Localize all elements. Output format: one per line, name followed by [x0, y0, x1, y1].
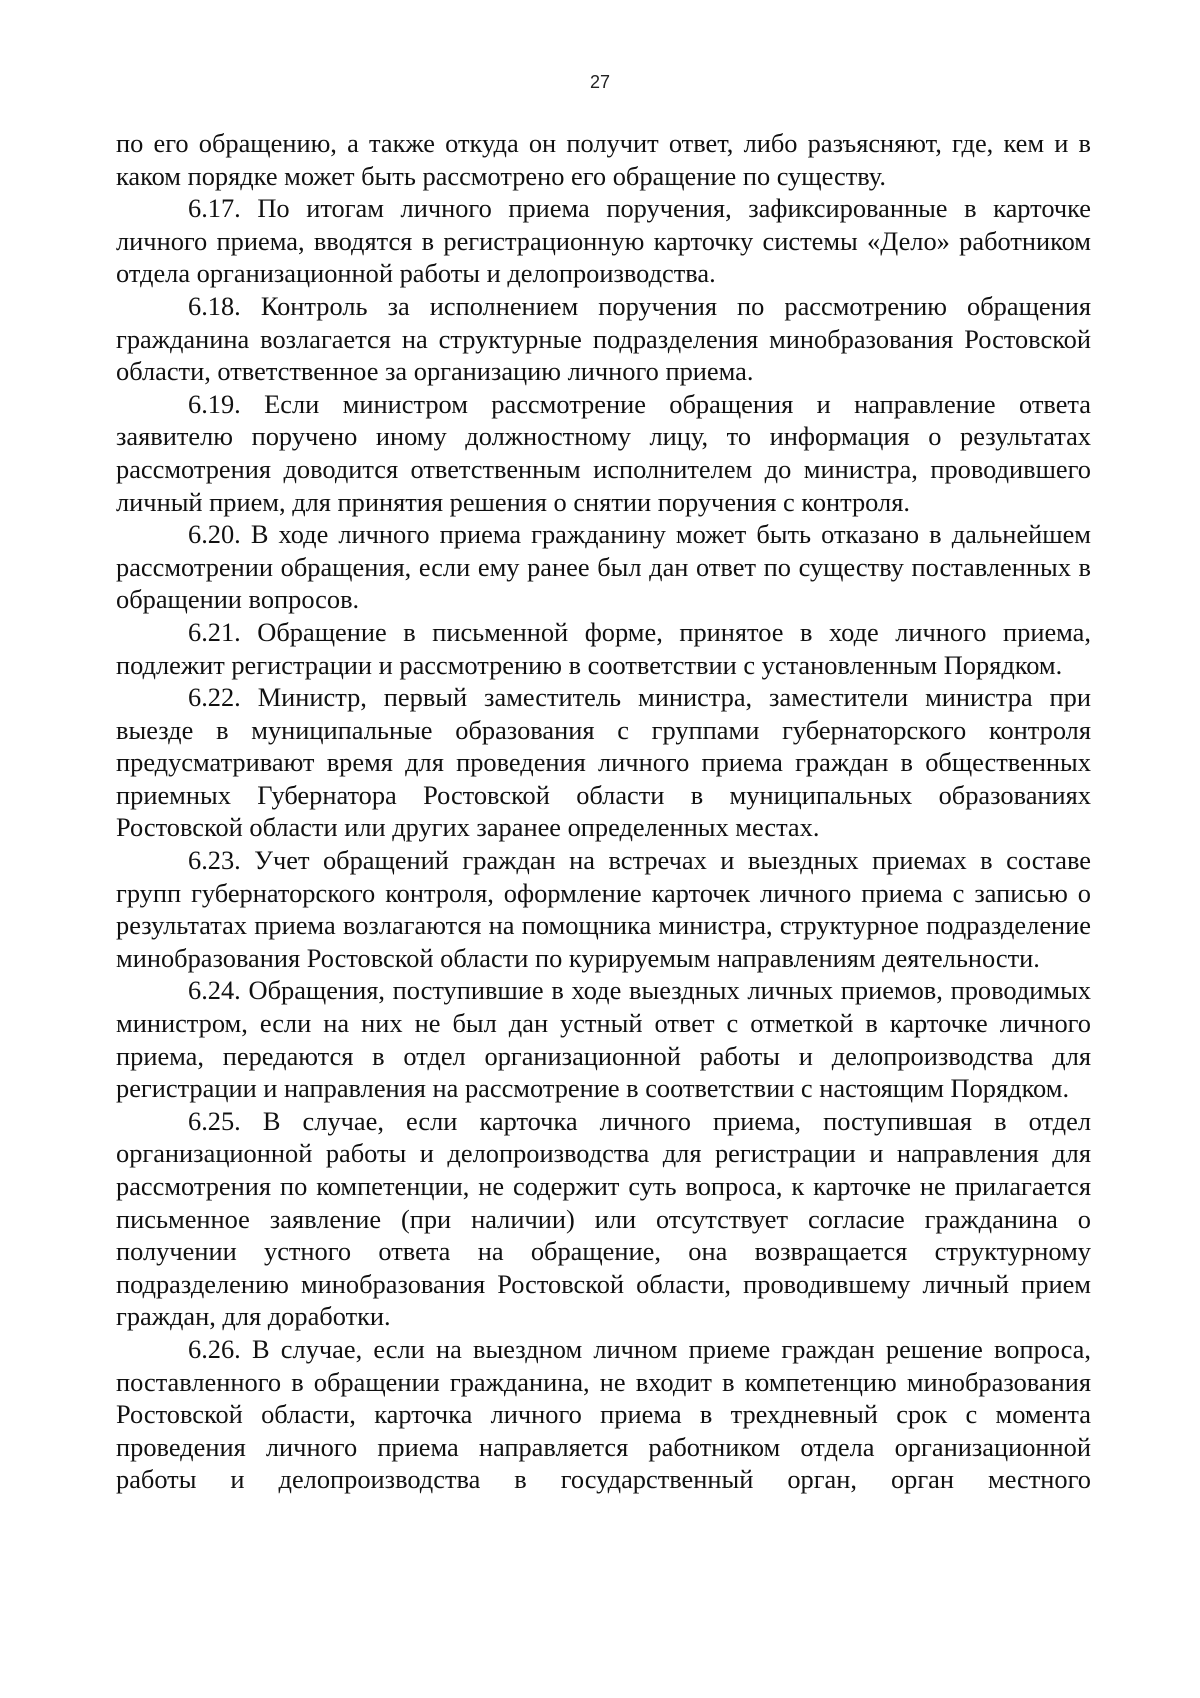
paragraph-6-23: 6.23. Учет обращений граждан на встречах и выездных приемах в составе групп губернаторского контроля, оформление карточек личного приема с записью о результатах приема возлагаются на помощника министра, структурное подразделение минобразования Ростовской области по курируемым направлениям деятельности. — [116, 845, 1091, 973]
paragraph-6-17: 6.17. По итогам личного приема поручения, зафиксированные в карточке личного приема, вводятся в регистрационную карточку системы «Дело» работником отдела организационной работы и делопроизводства. — [116, 193, 1091, 289]
paragraph-continuation: по его обращению, а также откуда он получит ответ, либо разъясняют, где, кем и в каком порядке может быть рассмотрено его обращение по существу. — [116, 128, 1091, 191]
paragraph-6-19: 6.19. Если министром рассмотрение обращения и направление ответа заявителю поручено иному должностному лицу, то информация о результатах рассмотрения доводится ответственным исполнителем до министра, проводившего личный прием, для принятия решения о снятии поручения с контроля. — [116, 388, 1091, 517]
paragraph-6-22: 6.22. Министр, первый заместитель министра, заместители министра при выезде в муниципальные образования с группами губернаторского контроля предусматривают время для проведения личного приема граждан в общественных приемных Губернатора Ростовской области в муниципальных образованиях Ростовской области или других заранее определенных местах. — [116, 682, 1091, 843]
paragraph-6-26: 6.26. В случае, если на выездном личном приеме граждан решение вопроса, поставленного в обращении гражданина, не входит в компетенцию минобразования Ростовской области, карточка личного приема в трехдневный срок с момента проведения личного приема направляется работником отдела организационной работы и делопроизводства в государственный орган, орган местного — [116, 1333, 1091, 1495]
paragraph-6-18: 6.18. Контроль за исполнением поручения по рассмотрению обращения гражданина возлагается на структурные подразделения минобразования Ростовской области, ответственное за организацию личного приема. — [116, 290, 1091, 387]
page-number: 27 — [589, 72, 611, 92]
paragraph-6-20: 6.20. В ходе личного приема гражданину может быть отказано в дальнейшем рассмотрении обращения, если ему ранее был дан ответ по существу поставленных в обращении вопросов. — [116, 519, 1091, 615]
paragraph-6-21: 6.21. Обращение в письменной форме, принятое в ходе личного приема, подлежит регистрации и рассмотрению в соответствии с установленным Порядком. — [116, 616, 1091, 680]
paragraph-6-24: 6.24. Обращения, поступившие в ходе выездных личных приемов, проводимых министром, если на них не был дан устный ответ с отметкой в карточке личного приема, передаются в отдел организационной работы и делопроизводства для регистрации и направления на рассмотрение в соответствии с настоящим Порядком. — [116, 975, 1091, 1104]
paragraph-6-25: 6.25. В случае, если карточка личного приема, поступившая в отдел организационной работы и делопроизводства для регистрации и направления для рассмотрения по компетенции, не содержит суть вопроса, к карточке не прилагается письменное заявление (при наличии) или отсутствует согласие гражданина о получении устного ответа на обращение, она возвращается структурному подразделению минобразования Ростовской области, проводившему личный прием граждан, для доработки. — [116, 1105, 1091, 1332]
document-body — [116, 127, 1091, 1496]
